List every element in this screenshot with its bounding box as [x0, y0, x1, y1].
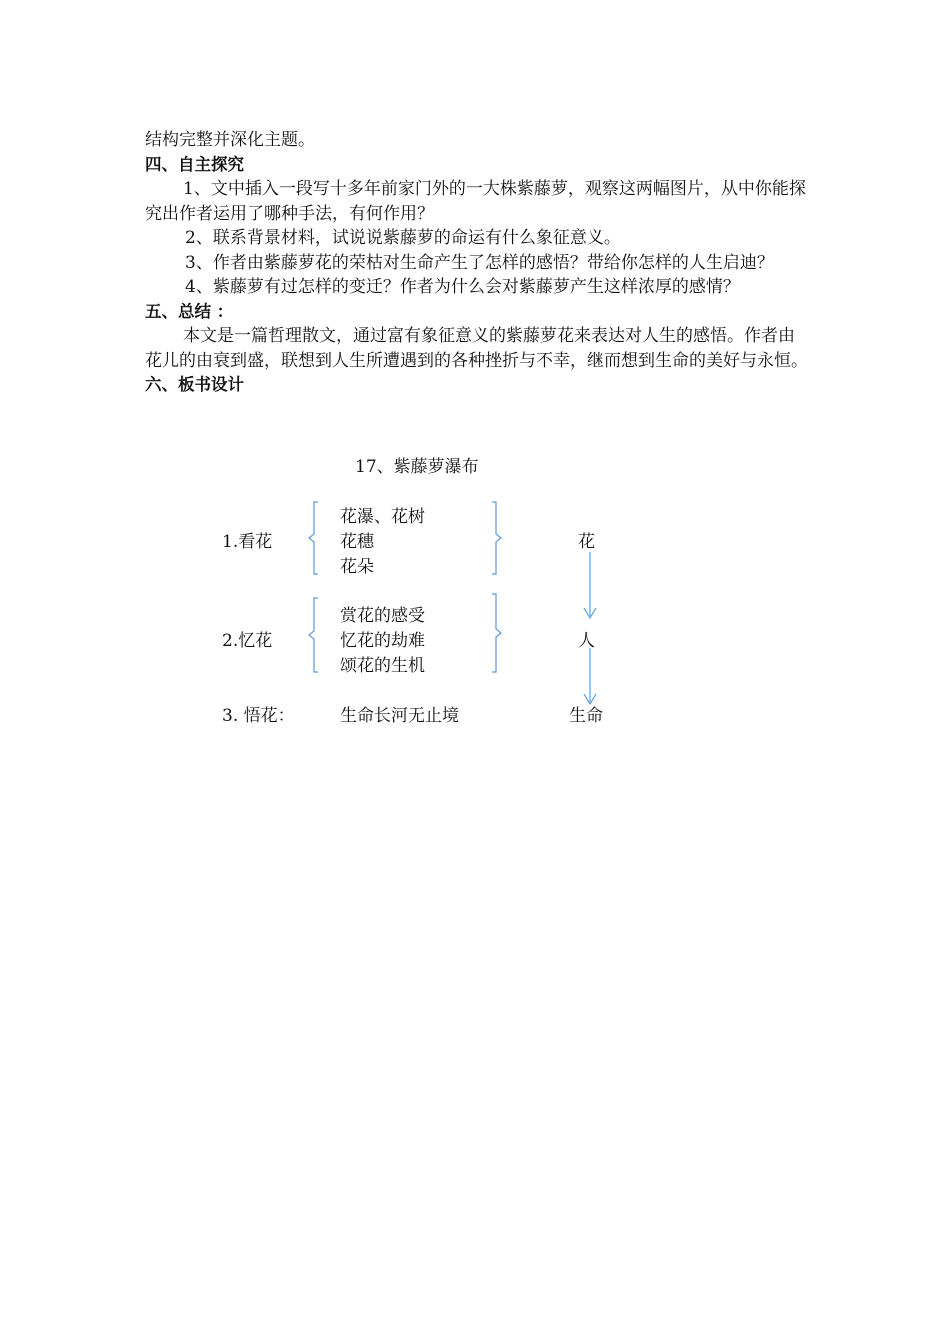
- board-content-3: 生命长河无止境: [340, 706, 459, 726]
- board-label-realize: 3. 悟花：: [222, 706, 295, 726]
- left-brace-1: [306, 500, 322, 576]
- section-heading-6: 六、板书设计: [145, 375, 244, 394]
- right-brace-1: [488, 500, 504, 576]
- right-brace-2: [488, 592, 504, 674]
- section-heading-5: 五、总结 ：: [145, 301, 234, 321]
- board-label-look: 1.看花: [222, 532, 273, 552]
- board-item-1-3: 花朵: [340, 557, 374, 577]
- board-right-flower: 花: [578, 532, 595, 552]
- board-right-person: 人: [578, 631, 595, 651]
- down-arrow-icon: [578, 550, 602, 710]
- section-heading-4: 四、自主探究: [145, 154, 244, 174]
- board-item-1-1: 花瀑、花树: [340, 507, 425, 527]
- summary-paragraph: 本文是一篇哲理散文，通过富有象征意义的紫藤萝花来表达对人生的感悟。作者由花儿的由衰到盛，联想到人生所遭遇到的各种挫折与不幸，继而想到生命的美好与永恒。: [145, 326, 808, 371]
- question-3: 3、作者由紫藤萝花的荣枯对生命产生了怎样的感悟？带给你怎样的人生启迪？: [185, 252, 774, 273]
- question-1: 1、文中插入一段写十多年前家门外的一大株紫藤萝，观察这两幅图片，从中你能探究出作者运用了哪种手法，有何作用？: [145, 179, 806, 224]
- board-right-life: 生命: [569, 706, 603, 726]
- question-4: 4、紫藤萝有过怎样的变迁？作者为什么会对紫藤萝产生这样浓厚的感情？: [185, 277, 740, 297]
- board-item-2-1: 赏花的感受: [340, 606, 425, 626]
- board-title: 17、紫藤萝瀑布: [355, 457, 479, 477]
- board-item-2-3: 颂花的生机: [340, 656, 425, 676]
- left-brace-2: [306, 596, 322, 674]
- board-label-recall: 2.忆花: [222, 631, 273, 651]
- intro-line: 结构完整并深化主题。: [145, 130, 315, 150]
- question-2: 2、联系背景材料，试说说紫藤萝的命运有什么象征意义。: [185, 228, 621, 248]
- board-item-2-2: 忆花的劫难: [340, 631, 425, 651]
- board-item-1-2: 花穗: [340, 532, 374, 552]
